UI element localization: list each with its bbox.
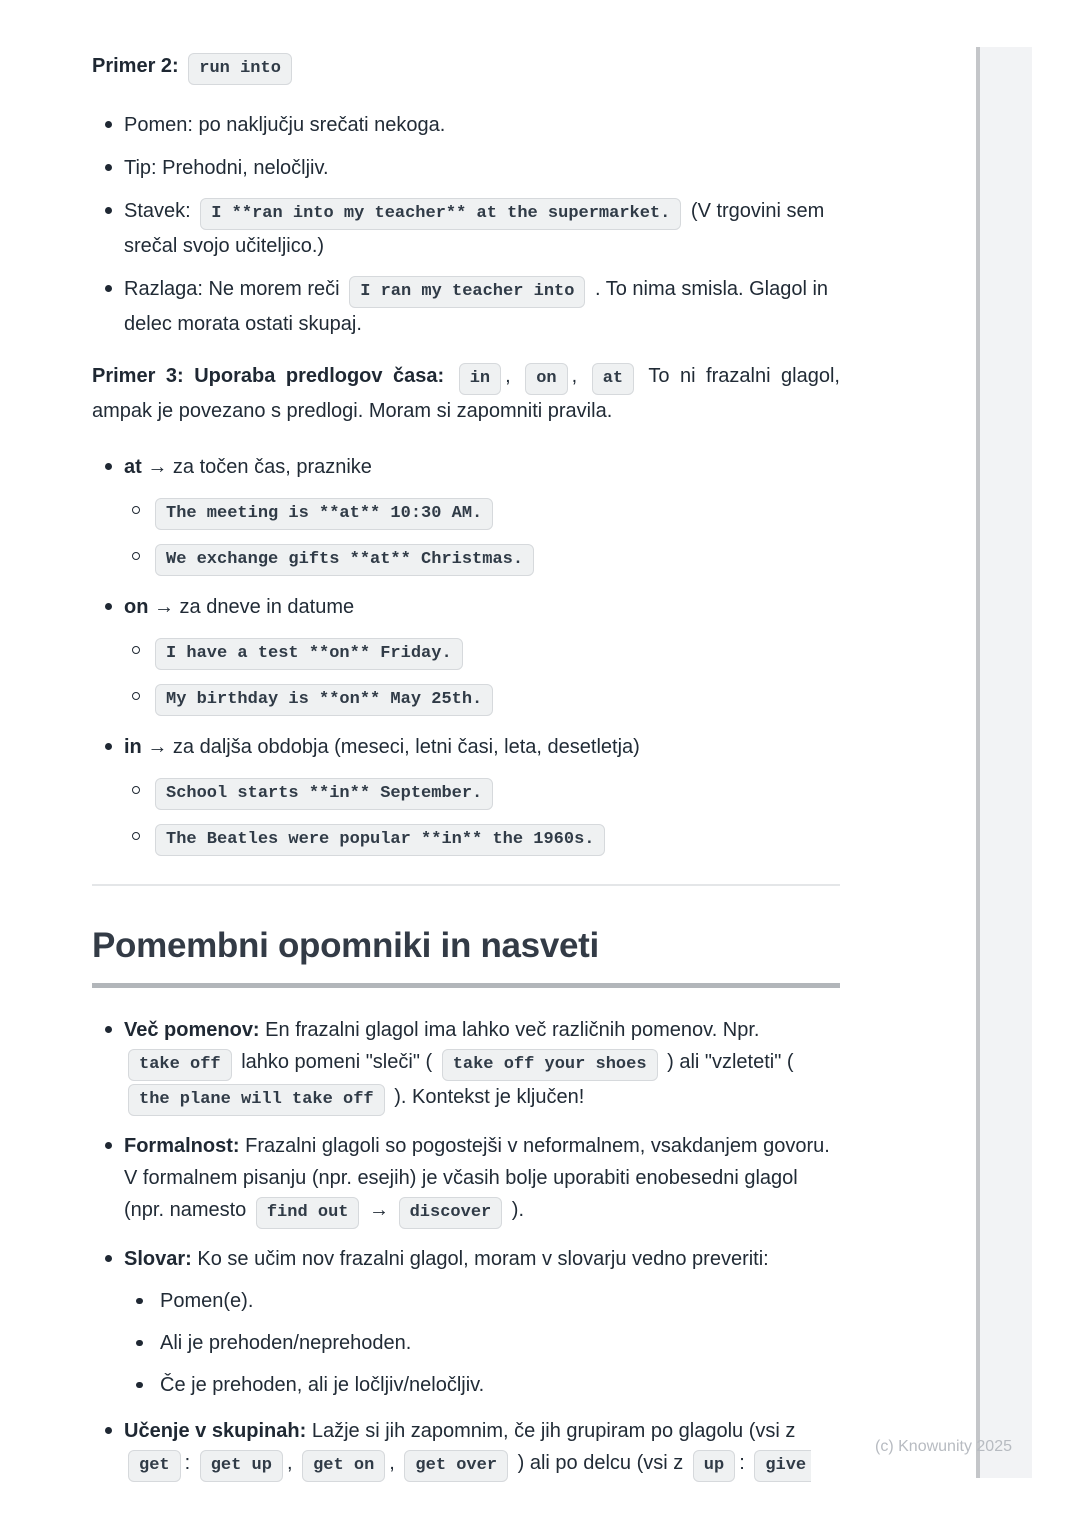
separator: , [571, 365, 578, 387]
sub-list-item [124, 1327, 840, 1359]
notes-list [92, 1014, 840, 1482]
sub-list-item [124, 1285, 840, 1317]
examples-list [124, 775, 840, 856]
preposition-desc: → za daljša obdobja (meseci, letni časi, leta, desetletja) [147, 736, 640, 758]
list-item-on [92, 591, 840, 716]
primer2-title: Primer 2: [92, 55, 179, 77]
inline-code-chip: I ran my teacher into [349, 276, 585, 308]
note-label: Več pomenov: [124, 1019, 260, 1041]
section-notes [92, 924, 840, 1482]
inline-code-chip: find out [256, 1197, 360, 1229]
inline-code-chip: get over [404, 1450, 508, 1482]
examples-list [124, 495, 840, 576]
list-item-vec-pomenov [92, 1014, 840, 1116]
preposition-word: on [124, 596, 149, 618]
primer2-list [92, 109, 840, 340]
list-item-text: . To nima smisla. Glagol in delec morata ostati skupaj. [124, 278, 829, 335]
inline-code-chip: get up [200, 1450, 283, 1482]
document-content [92, 50, 840, 1496]
section-primer2 [92, 50, 840, 340]
inline-code-chip: the plane will take off [128, 1084, 385, 1116]
inline-code-chip: up [693, 1450, 735, 1482]
section-primer3 [92, 360, 840, 856]
separator: , [286, 1452, 293, 1474]
inline-code-chip: The Beatles were popular **in** the 1960s. [155, 824, 605, 856]
note-text: Ko se učim nov frazalni glagol, moram v slovarju vedno preveriti: [197, 1248, 769, 1270]
slovar-sub-list [124, 1285, 840, 1401]
example-item [124, 541, 840, 576]
inline-code-chip: take off your shoes [442, 1049, 658, 1081]
list-item-text: Razlaga: Ne morem reči [124, 278, 340, 300]
primer3-paragraph [92, 360, 840, 427]
inline-code-chip: We exchange gifts **at** Christmas. [155, 544, 534, 576]
note-label: Učenje v skupinah: [124, 1420, 307, 1442]
list-item-slovar [92, 1243, 840, 1401]
separator: , [505, 365, 511, 387]
list-item-stavek [92, 195, 840, 262]
example-item [124, 681, 840, 716]
list-item-text: Stavek: [124, 200, 191, 222]
separator: : [739, 1452, 745, 1474]
paragraph-text: To ni frazalni glagol, ampak je povezano s predlogi. Moram si zapomniti pravila. [92, 365, 840, 422]
separator: : [184, 1452, 191, 1474]
preposition-desc: → za točen čas, praznike [147, 456, 372, 478]
section-divider [92, 884, 840, 886]
note-label: Slovar: [124, 1248, 192, 1270]
list-item-text: (V trgovini sem srečal svojo učiteljico.) [124, 200, 825, 257]
note-text: Frazalni glagoli so pogostejši v neformalnem, vsakdanjem govoru. V formalnem pisanju (npr. esejih) je včasih bolje uporabiti enobesedni glagol (npr. namesto [124, 1135, 830, 1221]
preposition-word: in [124, 736, 142, 758]
page-title: Pomembni opomniki in nasveti [92, 924, 840, 988]
inline-code-chip: take off [128, 1049, 232, 1081]
note-text: lahko pomeni "sleči" ( [241, 1051, 433, 1073]
inline-code-chip: I **ran into my teacher** at the supermarket. [200, 198, 681, 230]
examples-list [124, 635, 840, 716]
inline-code-chip: discover [399, 1197, 503, 1229]
inline-code-chip: School starts **in** September. [155, 778, 493, 810]
primer2-title-row [92, 50, 840, 85]
arrow-glyph: → [369, 1199, 390, 1221]
note-text: ) ali "vzleteti" ( [667, 1051, 794, 1073]
note-text: En frazalni glagol ima lahko več različnih pomenov. Npr. [265, 1019, 760, 1041]
list-item-razlaga [92, 273, 840, 340]
list-item-at [92, 451, 840, 576]
example-item [124, 635, 840, 670]
note-text: ). [511, 1199, 525, 1221]
list-item-in [92, 731, 840, 856]
scrollbar-track[interactable] [976, 47, 1032, 1478]
note-text: ). Kontekst je ključen! [394, 1086, 585, 1108]
inline-code-chip-cut: give [754, 1450, 811, 1482]
note-label: Formalnost: [124, 1135, 240, 1157]
inline-code-chip: run into [188, 53, 292, 85]
primer3-title: Primer 3: Uporaba predlogov časa: [92, 365, 445, 387]
prepositions-list [92, 451, 840, 856]
inline-code-chip: on [525, 363, 567, 395]
inline-code-chip: get on [302, 1450, 385, 1482]
sub-item-text: Če je prehoden, ali je ločljiv/neločljiv. [160, 1374, 485, 1396]
list-item-text: Pomen: po naključju srečati nekoga. [124, 114, 446, 136]
list-item-formalnost [92, 1130, 840, 1229]
example-item [124, 821, 840, 856]
example-item [124, 495, 840, 530]
note-text: ) ali po delcu (vsi z [517, 1452, 684, 1474]
inline-code-chip: get [128, 1450, 181, 1482]
sub-list-item [124, 1369, 840, 1401]
separator: , [389, 1452, 395, 1474]
inline-code-chip: at [592, 363, 634, 395]
preposition-word: at [124, 456, 142, 478]
copyright-watermark: (c) Knowunity 2025 [875, 1438, 1012, 1455]
preposition-desc: → za dneve in datume [154, 596, 355, 618]
example-item [124, 775, 840, 810]
note-text: Lažje si jih zapomnim, če jih grupiram po glagolu (vsi z [311, 1420, 796, 1442]
list-item-tip [92, 152, 840, 184]
list-item-pomen [92, 109, 840, 141]
list-item-ucenje [92, 1415, 840, 1482]
sub-item-text: Pomen(e). [160, 1290, 254, 1312]
inline-code-chip: The meeting is **at** 10:30 AM. [155, 498, 493, 530]
sub-item-text: Ali je prehoden/neprehoden. [160, 1332, 412, 1354]
list-item-text: Tip: Prehodni, neločljiv. [124, 157, 329, 179]
inline-code-chip: My birthday is **on** May 25th. [155, 684, 493, 716]
inline-code-chip: I have a test **on** Friday. [155, 638, 463, 670]
inline-code-chip: in [459, 363, 501, 395]
